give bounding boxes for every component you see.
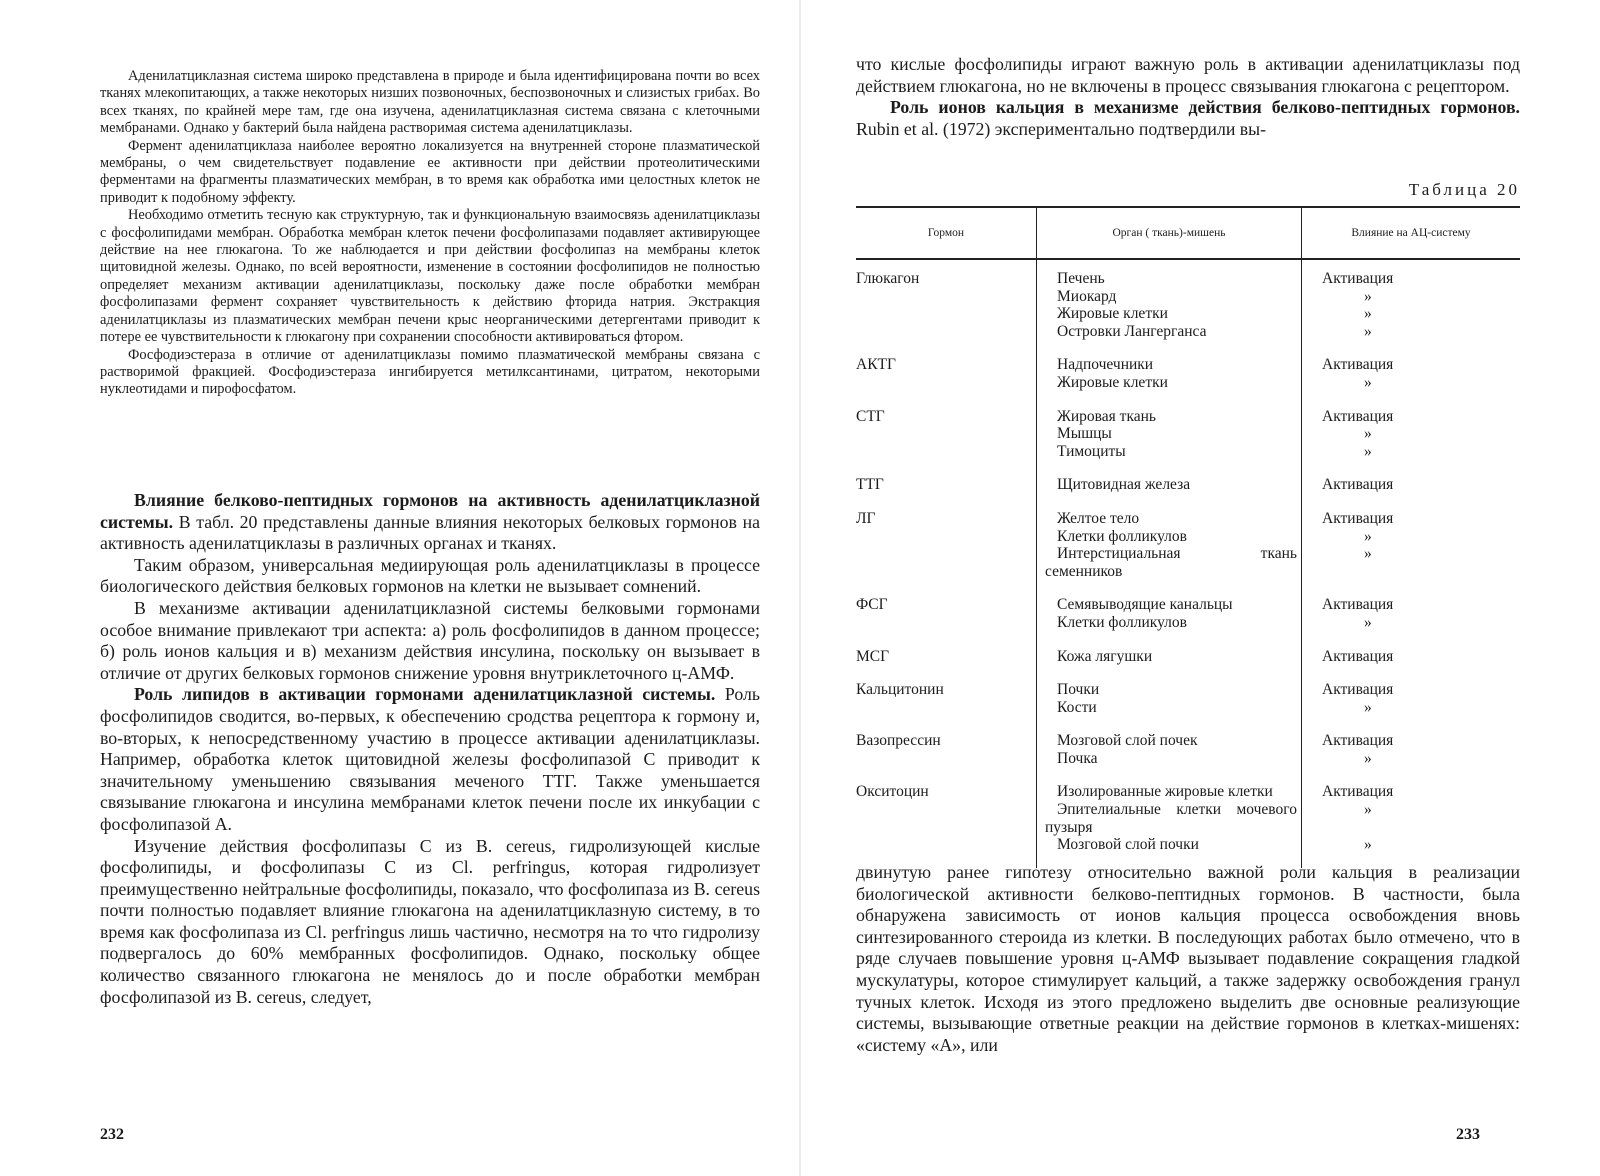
- ditto-mark: »: [1364, 613, 1372, 631]
- organ-cell: [1037, 638, 1302, 672]
- effect-entry: Активация: [1322, 356, 1394, 374]
- section-heading: Роль ионов кальция в механизме действия белково-пептидных гормонов.: [890, 97, 1520, 118]
- hormone-cell: МСГ: [856, 647, 890, 665]
- ditto-mark: »: [1364, 749, 1372, 767]
- ditto-mark: »: [1364, 425, 1372, 443]
- table-row: [856, 346, 1520, 397]
- table-row: [856, 638, 1520, 672]
- effect-cell: [1302, 638, 1521, 672]
- hormone-cell: ФСГ: [856, 596, 888, 614]
- organ-entry: Семявыводящие канальцы: [1057, 596, 1233, 614]
- effect-cell: [1302, 398, 1521, 467]
- paragraph-calcium-role: [856, 97, 1520, 140]
- ditto-mark: »: [1364, 545, 1372, 563]
- table-row: [856, 398, 1520, 467]
- section-heading: Роль липидов в активации гормонами аденилатциклазной системы.: [134, 684, 716, 705]
- effect-cell: [1302, 722, 1521, 773]
- left-main-text: [100, 490, 760, 1008]
- organ-entry: Печень: [1057, 270, 1105, 287]
- organ-entry: Желтое тело: [1057, 509, 1140, 527]
- organ-entry: Щитовидная железа: [1057, 476, 1191, 494]
- paragraph: Изучение действия фосфолипазы С из B. cereus, гидролизующей кислые фосфолипиды, и фосфолипазы С из Cl. perfringus, которая гидролизует преимущественно нейтральные фосфолипиды, показало, что фосфолипаза из B. cereus почти полностью подавляет влияние глюкагона на аденилатциклазную систему, в то время как фосфолипаза из Cl. perfringus лишь частично, несмотря на то что гидролизу подвергалось до 60% мембранных фосфолипидов. Однако, поскольку общее количество связанного глюкагона не менялось до и после обработки мембран фосфолипазой из B. cereus, следует,: [100, 835, 760, 1007]
- ditto-mark: »: [1364, 836, 1372, 854]
- effect-entry: Активация: [1322, 270, 1394, 287]
- organ-entry: Мозговой слой почек: [1057, 732, 1198, 750]
- effect-entry: Активация: [1322, 732, 1394, 750]
- organ-entry: Мышцы: [1057, 425, 1112, 443]
- organ-entry: Островки Лангерганса: [1057, 322, 1207, 340]
- small-paragraph: Фосфодиэстераза в отличие от аденилатциклазы помимо плазматической мембраны связана с растворимой фракцией. Фосфодиэстераза ингибируется метилксантинами, цитратом, некоторыми нуклеотидами и пирофосфатом.: [100, 346, 760, 398]
- effect-cell: [1302, 586, 1521, 637]
- ditto-mark: »: [1364, 527, 1372, 545]
- paragraph: что кислые фосфолипиды играют важную роль в активации аденилатциклазы под действием глюкагона, но не включены в процесс связывания глюкагона с рецептором.: [856, 54, 1520, 96]
- table-row: [856, 773, 1520, 867]
- effect-entry: Активация: [1322, 647, 1394, 665]
- hormone-cell: Кальцитонин: [856, 681, 944, 699]
- table-header-row: [856, 207, 1520, 259]
- organ-entry: Интерстициальная ткань семенников: [1045, 545, 1297, 580]
- organ-entry: Эпителиальные клетки мочевого пузыря: [1045, 801, 1297, 836]
- organ-entry: Миокард: [1057, 287, 1117, 305]
- effect-entry: Активация: [1322, 509, 1394, 527]
- section-heading: Влияние белково-пептидных гормонов на активность аденилатциклазной системы.: [100, 490, 760, 532]
- organ-entry: Мозговой слой почки: [1057, 836, 1199, 854]
- organ-cell: [1037, 773, 1302, 867]
- effect-cell: [1302, 500, 1521, 586]
- effect-entry: Активация: [1322, 596, 1394, 614]
- effect-cell: [1302, 773, 1521, 867]
- organ-cell: [1037, 346, 1302, 397]
- table-row: [856, 586, 1520, 637]
- organ-entry: Почка: [1057, 749, 1098, 767]
- table-body: [856, 259, 1520, 868]
- ditto-mark: »: [1364, 305, 1372, 323]
- organ-cell: [1037, 586, 1302, 637]
- organ-entry: Тимоциты: [1057, 442, 1126, 460]
- small-paragraph: Аденилатциклазная система широко представлена в природе и была идентифицирована почти во всех тканях млекопитающих, а также некоторых низших позвоночных, беспозвоночных и слизистых грибах. Во всех тканях, по крайней мере там, где она изучена, аденилатциклазная система связана с клеточными мембранами. Однако у бактерий была найдена растворимая система аденилатциклазы.: [100, 68, 760, 137]
- paragraph: В механизме активации аденилатциклазной системы белковыми гормонами особое внимание привлекают три аспекта: а) роль фосфолипидов в данном процессе; б) роль ионов кальция и в) механизм действия инсулина, поскольку он вызывает в отличие от других белковых гормонов снижение уровня внутриклеточного ц-АМФ.: [100, 597, 760, 683]
- paragraph-text: В табл. 20 представлены данные влияния некоторых белковых гормонов на активность аденилатциклазы в различных органах и тканях.: [100, 511, 760, 554]
- organ-cell: [1037, 500, 1302, 586]
- organ-entry: Клетки фолликулов: [1057, 527, 1187, 545]
- right-top-text: [856, 54, 1520, 140]
- effect-entry: Активация: [1322, 407, 1394, 425]
- effect-entry: Активация: [1322, 783, 1394, 801]
- hormone-table: [856, 206, 1520, 868]
- right-page: [800, 0, 1600, 1176]
- ditto-mark: »: [1364, 698, 1372, 716]
- page-number: 233: [1456, 1126, 1480, 1143]
- small-paragraph: Фермент аденилатциклаза наиболее вероятно локализуется на внутренней стороне плазматической мембраны, о чем свидетельствует подавление ее активности при действии протеолитическими ферментами на фрагменты плазматических мембран, в то время как обработка ими целостных клеток не приводит к подобному эффекту.: [100, 137, 760, 206]
- effect-entry: Активация: [1322, 476, 1394, 494]
- organ-cell: [1037, 671, 1302, 722]
- organ-entry: Жировая ткань: [1057, 407, 1156, 425]
- table-row: [856, 466, 1520, 500]
- organ-cell: [1037, 259, 1302, 346]
- table-row: [856, 671, 1520, 722]
- column-header-organ: Орган ( ткань)-мишень: [1037, 207, 1302, 259]
- table-row: [856, 500, 1520, 586]
- paragraph-adenylate-influence: [100, 490, 760, 555]
- effect-cell: [1302, 671, 1521, 722]
- ditto-mark: »: [1364, 373, 1372, 391]
- hormone-cell: Глюкагон: [856, 270, 920, 287]
- organ-cell: [1037, 398, 1302, 467]
- hormone-cell: АКТГ: [856, 356, 896, 374]
- column-header-hormone: Гормон: [856, 207, 1037, 259]
- table-row: [856, 259, 1520, 346]
- hormone-cell: Окситоцин: [856, 783, 929, 801]
- paragraph: двинутую ранее гипотезу относительно важной роли кальция в реализации биологической активности белково-пептидных гормонов. В частности, была обнаружена зависимость от ионов кальция процесса освобождения вновь синтезированного стероида из клетки. В последующих работах было отмечено, что в ряде случаев повышение уровня ц-АМФ вызывает подавление сокращения гладкой мускулатуры, которое стимулирует кальций, а также задержку освобождения гранул тучных клеток. Исходя из этого предложено выделить две основные реализующие системы, вызывающие ответные реакции на действие гормонов в клетках-мишенях: «систему «А», или: [856, 862, 1520, 1055]
- paragraph: Таким образом, универсальная медиирующая роль аденилатциклазы в процессе биологического действия белковых гормонов на клетки не вызывает сомнений.: [100, 554, 760, 597]
- organ-entry: Клетки фолликулов: [1057, 613, 1187, 631]
- organ-cell: [1037, 722, 1302, 773]
- table-caption: Таблица 20: [1408, 180, 1520, 199]
- hormone-cell: ЛГ: [856, 509, 876, 527]
- ditto-mark: »: [1364, 442, 1372, 460]
- organ-entry: Изолированные жировые клетки: [1057, 783, 1273, 801]
- organ-entry: Надпочечники: [1057, 356, 1154, 374]
- hormone-cell: ТТГ: [856, 476, 884, 494]
- effect-entry: Активация: [1322, 681, 1394, 699]
- ditto-mark: »: [1364, 801, 1372, 819]
- organ-entry: Почки: [1057, 681, 1100, 699]
- hormone-cell: Вазопрессин: [856, 732, 941, 750]
- page-number: 232: [100, 1126, 124, 1143]
- effect-cell: [1302, 466, 1521, 500]
- effect-cell: [1302, 346, 1521, 397]
- ditto-mark: »: [1364, 287, 1372, 305]
- small-paragraph: Необходимо отметить тесную как структурную, так и функциональную взаимосвязь аденилатциклазы с фосфолипидами мембран. Обработка мембран клеток печени фосфолипазами подавляет активирующее действие на нее глюкагона. То же наблюдается и при действии фосфолипаз на мембраны клеток щитовидной железы. Однако, по всей вероятности, изменение в состоянии фосфолипидов не полностью определяет механизм активации аденилатциклазы, поскольку даже после обработки мембран фосфолипазами фермент сохраняет чувствительность к действию фторида натрия. Экстракция аденилатциклазы из плазматических мембран печени крыс неорганическими детергентами приводит к потере ее чувствительности к глюкагону при сохранении способности активироваться фтором.: [100, 207, 760, 346]
- ditto-mark: »: [1364, 322, 1372, 340]
- organ-cell: [1037, 466, 1302, 500]
- organ-entry: Жировые клетки: [1057, 305, 1168, 323]
- paragraph-lipids-role: [100, 684, 760, 835]
- left-small-print-block: [100, 68, 760, 399]
- organ-entry: Кожа лягушки: [1057, 647, 1153, 665]
- paragraph-text: Роль фосфолипидов сводится, во-первых, к обеспечению сродства рецептора к гормону и, во-вторых, к непосредственному участию в процессе активации аденилатциклазы. Например, обработка клеток щитовидной железы фосфолипазой С приводит к значительному уменьшению связывания меченого ТТГ. Также уменьшается связывание глюкагона и инсулина мембранами клеток печени после их инкубации с фосфолипазой А.: [100, 684, 760, 834]
- organ-entry: Жировые клетки: [1057, 373, 1168, 391]
- effect-cell: [1302, 259, 1521, 346]
- paragraph-text: Rubin et al. (1972) экспериментально подтвердили вы-: [856, 118, 1267, 139]
- table-row: [856, 722, 1520, 773]
- hormone-cell: СТГ: [856, 407, 885, 425]
- column-header-effect: Влияние на АЦ-систему: [1302, 207, 1521, 259]
- right-bottom-text: [856, 862, 1520, 1056]
- organ-entry: Кости: [1057, 698, 1097, 716]
